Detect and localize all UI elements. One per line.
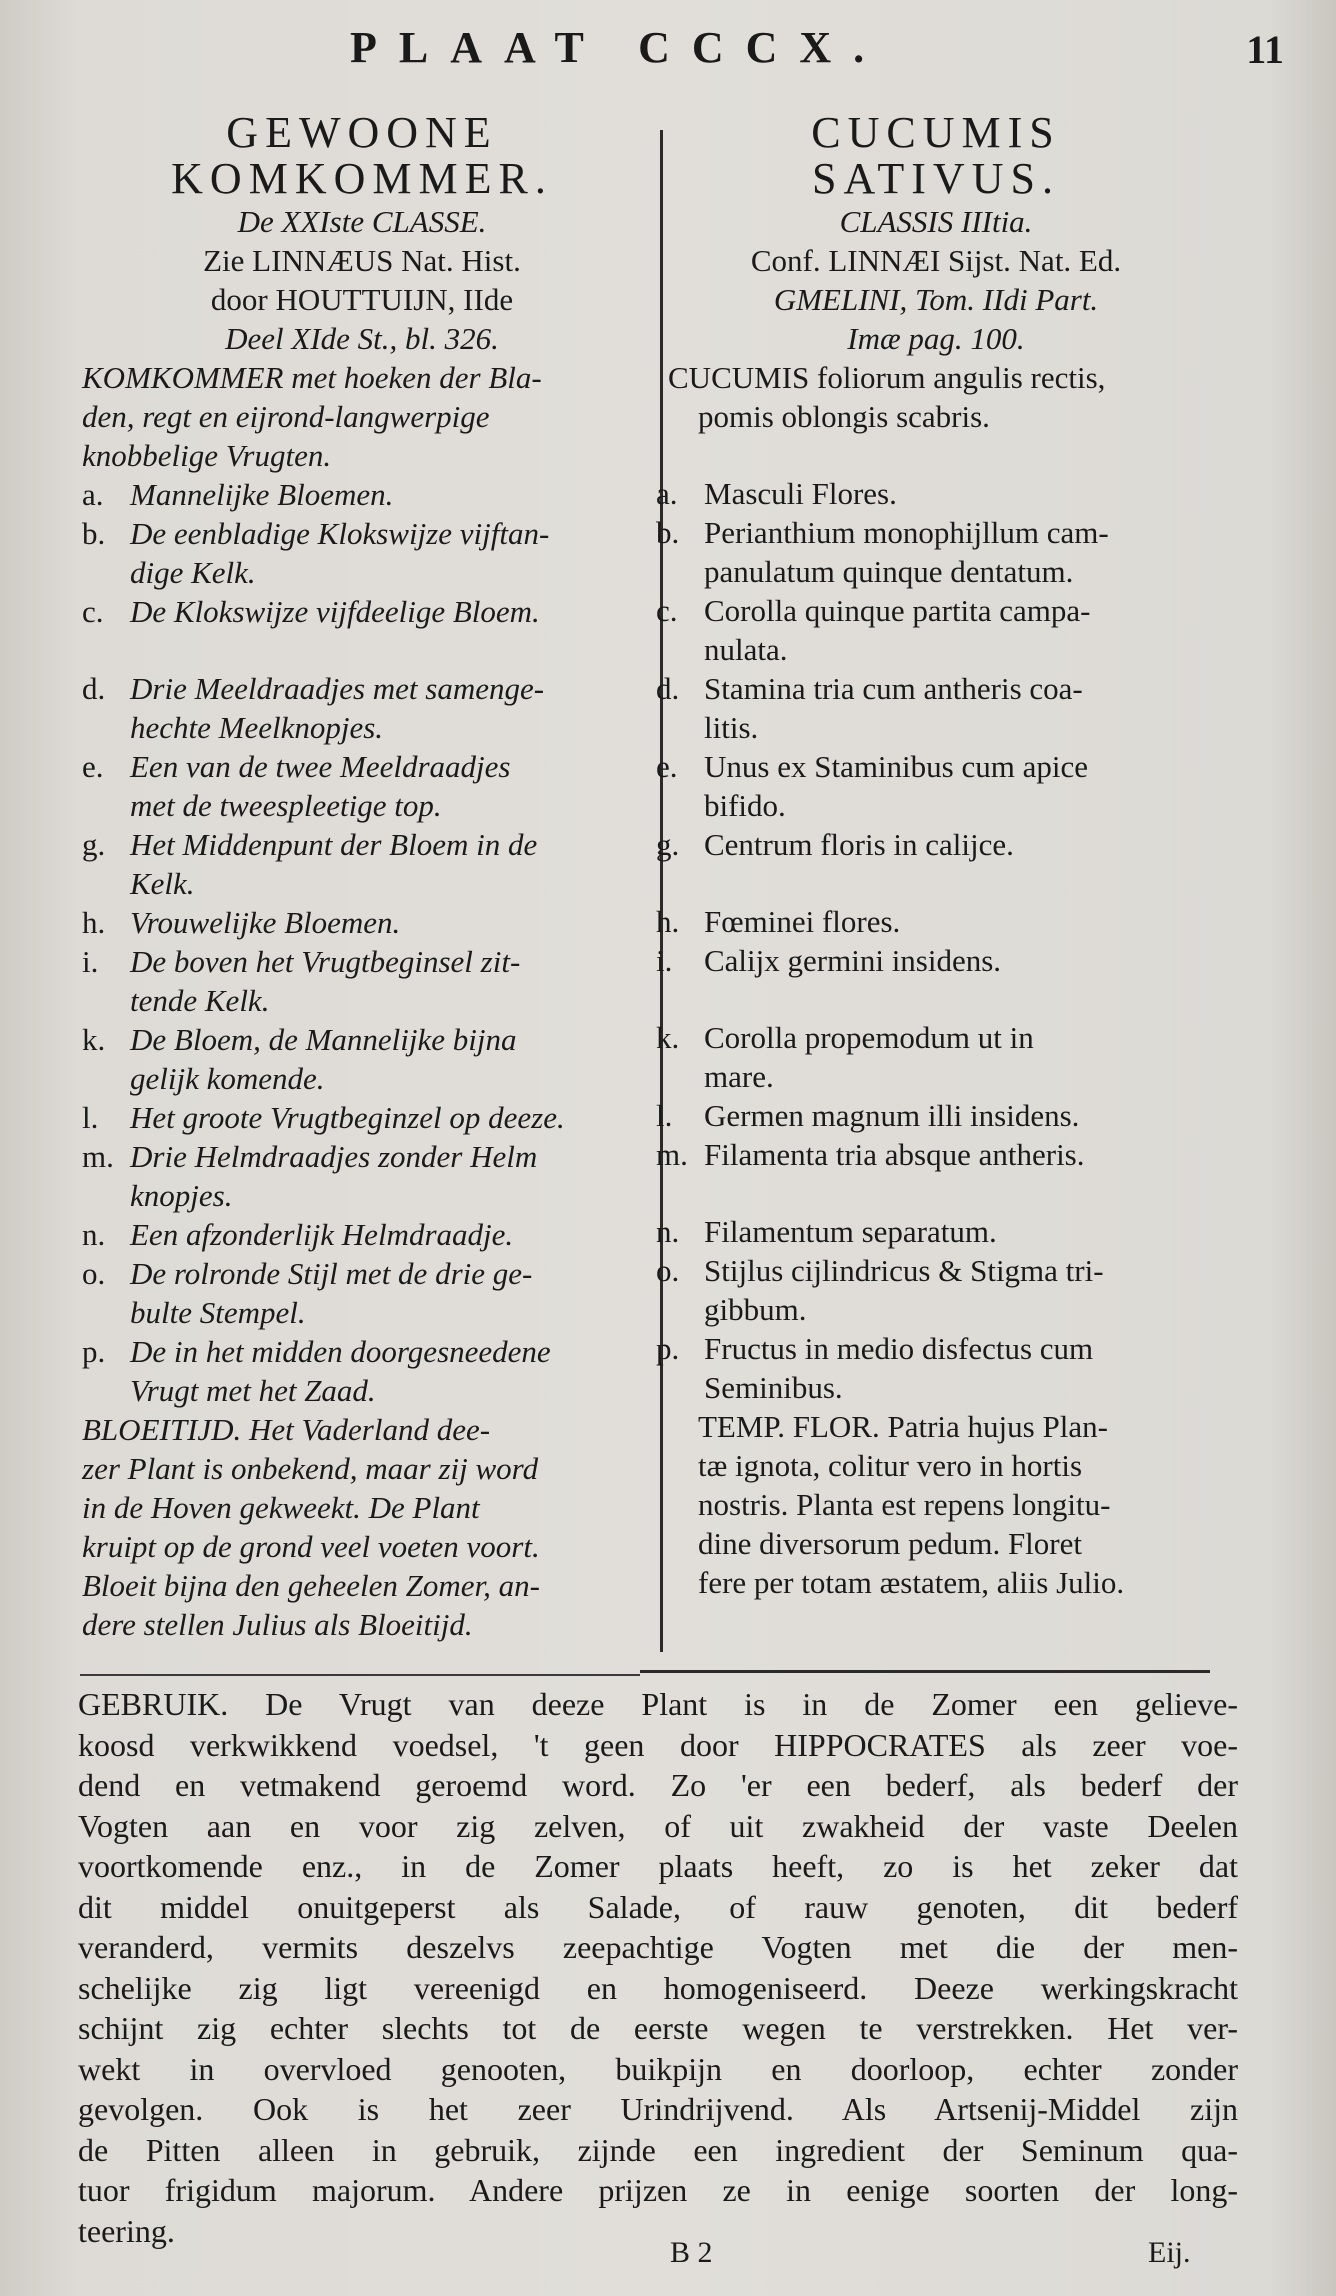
entry-text: Unus ex Staminibus cum apice: [704, 749, 1088, 784]
entry-text: panulatum quinque dentatum.: [704, 554, 1074, 589]
entry-label: b.: [82, 516, 106, 551]
figure-entry: [82, 942, 642, 1020]
entry-label: a.: [656, 476, 678, 511]
gebruik-line: dend en vetmakend geroemd word. Zo 'er een bederf, als bederf der: [78, 1767, 1238, 1803]
entry-text: knopjes.: [130, 1178, 233, 1213]
entry-label: p.: [656, 1331, 680, 1366]
figure-entry: [656, 1018, 1216, 1096]
section-rule-left: [80, 1674, 640, 1676]
gebruik-line: veranderd, vermits deszelvs zeepachtige Vogten met die der men-: [78, 1929, 1238, 1965]
figure-entry: [82, 1098, 642, 1137]
dutch-classe: De XXIste CLASSE.: [237, 204, 487, 239]
figure-entry: [656, 591, 1216, 669]
latin-ref-line1: Conf. LINNÆI Sijst. Nat. Ed.: [750, 243, 1122, 278]
entry-text: bulte Stempel.: [130, 1295, 306, 1330]
temp-flor-line: TEMP. FLOR. Patria hujus Plan-: [698, 1409, 1108, 1444]
catchword: Eij.: [1148, 2236, 1191, 2269]
entry-text: Calijx germini insidens.: [704, 943, 1002, 978]
entry-text: Germen magnum illi insidens.: [704, 1098, 1080, 1133]
entry-label: c.: [82, 594, 104, 629]
dutch-ref-line3: Deel XIde St., bl. 326.: [225, 321, 499, 356]
figure-entry: [82, 903, 642, 942]
gebruik-line: koosd verkwikkend voedsel, 't geen door HIPPOCRATES als zeer voe-: [78, 1726, 1238, 1763]
gebruik-line: teering.: [78, 2212, 175, 2249]
figure-entry: [656, 747, 1216, 825]
gebruik-paragraph: [78, 1684, 1238, 2251]
entry-spacer: [656, 436, 1216, 474]
entry-text: hechte Meelknopjes.: [130, 710, 384, 745]
figure-entry: [82, 475, 642, 514]
entry-text: Masculi Flores.: [704, 476, 897, 511]
figure-entry: [656, 474, 1216, 513]
entry-text: Een van de twee Meeldraadjes: [130, 749, 511, 784]
entry-text: Vrugt met het Zaad.: [130, 1373, 376, 1408]
entry-text: Fœminei flores.: [704, 904, 901, 939]
entry-text: bifido.: [704, 788, 786, 823]
figure-entry: [656, 902, 1216, 941]
entry-label: l.: [82, 1100, 99, 1135]
entry-text: Drie Meeldraadjes met samenge-: [130, 671, 545, 706]
entry-text: litis.: [704, 710, 759, 745]
plate-title: PLAAT CCCX.: [350, 23, 887, 72]
entry-text: De Klokswijze vijfdeelige Bloem.: [130, 594, 540, 629]
gebruik-line: GEBRUIK. De Vrugt van deeze Plant is in de Zomer een gelieve-: [78, 1686, 1238, 1722]
figure-entry: [656, 669, 1216, 747]
figure-entry: [656, 1251, 1216, 1329]
entry-label: h.: [656, 904, 680, 939]
figure-entry: [82, 514, 642, 592]
dutch-title-line1: GEWOONE: [226, 108, 498, 157]
figure-entry: [656, 1329, 1216, 1407]
entry-label: g.: [82, 827, 106, 862]
entry-label: g.: [656, 827, 680, 862]
entry-label: b.: [656, 515, 680, 550]
bloeitijd-line: Bloeit bijna den geheelen Zomer, an-: [82, 1568, 541, 1603]
entry-label: m.: [656, 1137, 688, 1172]
entry-text: Drie Helmdraadjes zonder Helm: [130, 1139, 538, 1174]
entry-label: a.: [82, 477, 104, 512]
gebruik-line: wekt in overvloed genooten, buikpijn en doorloop, echter zonder: [78, 2050, 1238, 2087]
latin-column: [656, 110, 1216, 1602]
entry-text: Mannelijke Bloemen.: [130, 477, 394, 512]
entry-label: d.: [656, 671, 680, 706]
entry-text: Het Middenpunt der Bloem in de: [130, 827, 538, 862]
figure-entry: [82, 1215, 642, 1254]
entry-spacer: [656, 864, 1216, 902]
entry-text: Fructus in medio disfectus cum: [704, 1331, 1094, 1366]
entry-label: k.: [82, 1022, 106, 1057]
figure-entry: [656, 1212, 1216, 1251]
entry-text: met de tweespleetige top.: [130, 788, 442, 823]
entry-text: De rolronde Stijl met de drie ge-: [130, 1256, 533, 1291]
dutch-entry-list: [82, 475, 642, 1410]
gebruik-line: voortkomende enz., in de Zomer plaats heeft, zo is het zeker dat: [78, 1848, 1238, 1884]
gebruik-line: Vogten aan en voor zig zelven, of uit zwakheid der vaste Deelen: [78, 1807, 1238, 1844]
dutch-ref-line1: Zie LINNÆUS Nat. Hist.: [203, 243, 521, 278]
gebruik-line: schelijke zig ligt vereenigd en homogeniseerd. Deeze werkingskracht: [78, 1969, 1238, 2006]
figure-entry: [82, 1137, 642, 1215]
section-rule-right: [640, 1670, 1210, 1673]
figure-entry: [656, 825, 1216, 864]
entry-text: gibbum.: [704, 1292, 807, 1327]
entry-label: p.: [82, 1334, 106, 1369]
gebruik-line: dit middel onuitgeperst als Salade, of rauw genoten, dit bederf: [78, 1888, 1238, 1925]
latin-ref-line2: GMELINI, Tom. IIdi Part.: [773, 282, 1099, 317]
dutch-desc-line: knobbelige Vrugten.: [82, 438, 332, 473]
entry-label: m.: [82, 1139, 114, 1174]
entry-text: mare.: [704, 1059, 774, 1094]
bloeitijd-line: BLOEITIJD. Het Vaderland dee-: [82, 1412, 491, 1447]
gebruik-line: gevolgen. Ook is het zeer Urindrijvend. Als Artsenij-Middel zijn: [78, 2091, 1238, 2127]
entry-spacer: [656, 980, 1216, 1018]
entry-text: De in het midden doorgesneedene: [130, 1334, 551, 1369]
entry-text: Filamentum separatum.: [704, 1214, 997, 1249]
entry-label: e.: [656, 749, 678, 784]
figure-entry: [82, 825, 642, 903]
entry-label: k.: [656, 1020, 680, 1055]
entry-text: gelijk komende.: [130, 1061, 325, 1096]
temp-flor-line: nostris. Planta est repens longitu-: [698, 1487, 1111, 1522]
entry-text: Stamina tria cum antheris coa-: [704, 671, 1083, 706]
dutch-ref-line2: door HOUTTUIJN, IIde: [210, 282, 514, 317]
entry-label: o.: [656, 1253, 680, 1288]
entry-label: i.: [656, 943, 673, 978]
latin-entry-list: [656, 436, 1216, 1407]
entry-label: l.: [656, 1098, 673, 1133]
figure-entry: [82, 747, 642, 825]
gebruik-line: tuor frigidum majorum. Andere prijzen ze in eenige soorten der long-: [78, 2172, 1238, 2208]
entry-text: Stijlus cijlindricus & Stigma tri-: [704, 1253, 1104, 1288]
entry-text: Corolla propemodum ut in: [704, 1020, 1034, 1055]
latin-classe: CLASSIS IIItia.: [839, 204, 1033, 239]
figure-entry: [82, 1254, 642, 1332]
entry-text: Het groote Vrugtbeginzel op deeze.: [130, 1100, 565, 1135]
entry-text: Kelk.: [130, 866, 195, 901]
gebruik-line: de Pitten alleen in gebruik, zijnde een ingredient der Seminum qua-: [78, 2131, 1238, 2168]
entry-label: i.: [82, 944, 99, 979]
entry-label: e.: [82, 749, 104, 784]
entry-spacer: [82, 631, 642, 669]
latin-title-line2: SATIVUS.: [812, 154, 1060, 203]
bloeitijd-line: kruipt op de grond veel voeten voort.: [82, 1529, 540, 1564]
dutch-desc-line: KOMKOMMER met hoeken der Bla-: [82, 360, 542, 395]
figure-entry: [656, 1135, 1216, 1174]
entry-text: De boven het Vrugtbeginsel zit-: [130, 944, 521, 979]
temp-flor-line: fere per totam æstatem, aliis Julio.: [698, 1565, 1125, 1600]
entry-text: Vrouwelijke Bloemen.: [130, 905, 401, 940]
entry-label: n.: [82, 1217, 106, 1252]
dutch-column: [82, 110, 642, 1644]
entry-text: Seminibus.: [704, 1370, 843, 1405]
bloeitijd-line: dere stellen Julius als Bloeitijd.: [82, 1607, 473, 1642]
figure-entry: [656, 1096, 1216, 1135]
page-number: 11: [1246, 27, 1284, 72]
temp-flor-line: dine diversorum pedum. Floret: [698, 1526, 1082, 1561]
entry-text: De eenbladige Klokswijze vijftan-: [130, 516, 550, 551]
figure-entry: [656, 513, 1216, 591]
temp-flor-line: tæ ignota, colitur vero in hortis: [698, 1448, 1083, 1483]
entry-text: Corolla quinque partita campa-: [704, 593, 1091, 628]
figure-entry: [82, 1332, 642, 1410]
dutch-desc-line: den, regt en eijrond-langwerpige: [82, 399, 490, 434]
entry-label: o.: [82, 1256, 106, 1291]
entry-label: d.: [82, 671, 106, 706]
entry-text: De Bloem, de Mannelijke bijna: [130, 1022, 517, 1057]
figure-entry: [82, 669, 642, 747]
entry-text: tende Kelk.: [130, 983, 270, 1018]
latin-ref-line3: Imæ pag. 100.: [847, 321, 1025, 356]
entry-label: c.: [656, 593, 678, 628]
entry-text: Filamenta tria absque antheris.: [704, 1137, 1085, 1172]
entry-text: Perianthium monophijllum cam-: [704, 515, 1109, 550]
entry-text: Centrum floris in calijce.: [704, 827, 1014, 862]
latin-title-line1: CUCUMIS: [811, 108, 1061, 157]
figure-entry: [82, 592, 642, 631]
entry-spacer: [656, 1174, 1216, 1212]
bloeitijd-line: zer Plant is onbekend, maar zij word: [82, 1451, 539, 1486]
figure-entry: [656, 941, 1216, 980]
figure-entry: [82, 1020, 642, 1098]
entry-label: n.: [656, 1214, 680, 1249]
entry-text: dige Kelk.: [130, 555, 256, 590]
dutch-title-line2: KOMKOMMER.: [171, 154, 553, 203]
entry-label: h.: [82, 905, 106, 940]
gebruik-line: schijnt zig echter slechts tot de eerste wegen te verstrekken. Het ver-: [78, 2010, 1238, 2046]
latin-desc-line: CUCUMIS foliorum angulis rectis,: [668, 360, 1106, 395]
printer-signature: B 2: [670, 2236, 713, 2269]
bloeitijd-line: in de Hoven gekweekt. De Plant: [82, 1490, 480, 1525]
latin-desc-line: pomis oblongis scabris.: [698, 399, 990, 434]
entry-text: Een afzonderlijk Helmdraadje.: [130, 1217, 514, 1252]
entry-text: nulata.: [704, 632, 788, 667]
